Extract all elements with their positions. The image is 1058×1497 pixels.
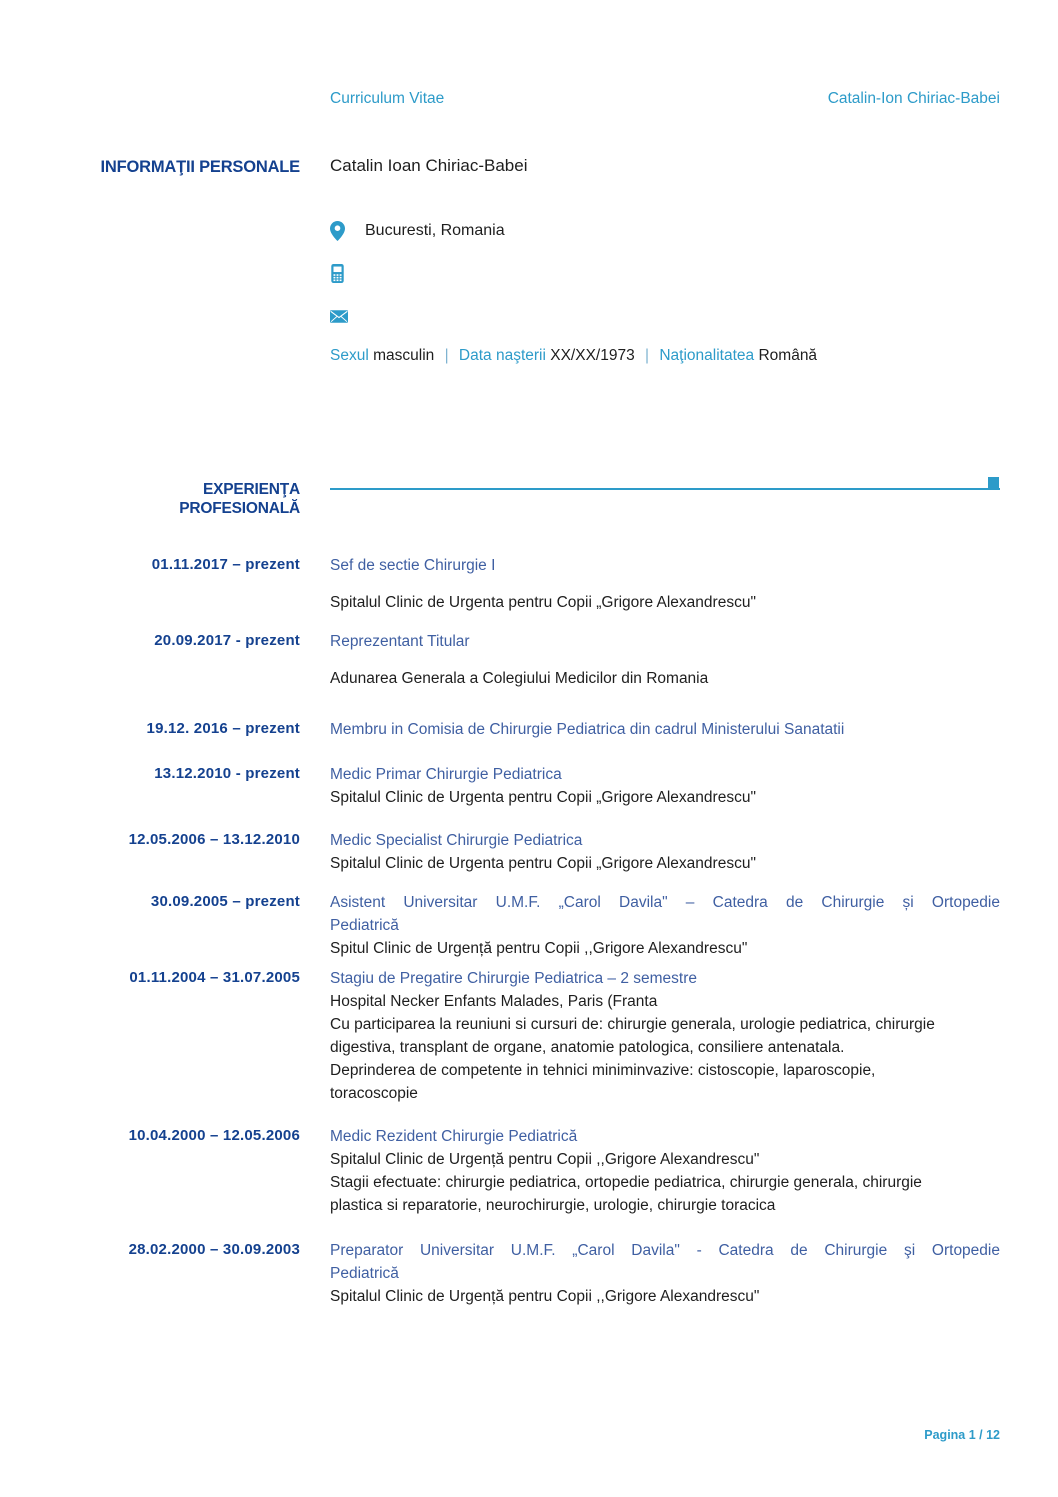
entry-organization: Spitalul Clinic de Urgenta pentru Copii „Grigore Alexandrescu" [330,594,756,611]
entry-date: 10.04.2000 – 12.05.2006 [128,1127,300,1144]
entry-date: 01.11.2004 – 31.07.2005 [129,969,300,986]
entry-title: Preparator Universitar U.M.F. „Carol Davila" - Catedra de Chirurgie şi Ortopedie [330,1242,1000,1259]
experience-entry [0,718,1058,741]
experience-entry [0,763,1058,809]
entry-detail: Stagii efectuate: chirurgie pediatrica, ortopedie pediatrica, chirurgie generala, chirurgie plastica si reparatorie, neurochirurgie, urologie, chirurgie toracica [330,1174,922,1214]
entry-date: 13.12.2010 - prezent [154,765,300,782]
entry-organization: Spitalul Clinic de Urgență pentru Copii ,,Grigore Alexandrescu" [330,1151,760,1168]
location-text: Bucuresti, Romania [365,222,505,239]
sex-label: Sexul [330,347,369,364]
section-rule-square [988,477,999,488]
entry-title: Medic Primar Chirurgie Pediatrica [330,766,562,783]
nationality-label: Naţionalitatea [659,347,755,364]
entry-organization: Hospital Necker Enfants Malades, Paris (Franta [330,993,658,1010]
entry-date: 19.12. 2016 – prezent [146,720,300,737]
experience-entry [0,891,1058,960]
phone-icon [330,264,348,283]
location-pin-icon [330,221,348,241]
separator: | [444,347,449,364]
entry-organization: Spitalul Clinic de Urgență pentru Copii ,,Grigore Alexandrescu" [330,1288,760,1305]
experience-entry [0,1239,1058,1308]
birth-date-value: XX/XX/1973 [550,347,635,364]
entry-title: Medic Rezident Chirurgie Pediatrică [330,1128,578,1145]
birth-date-label: Data naşterii [458,347,546,364]
entry-organization: Spitalul Clinic de Urgenta pentru Copii „Grigore Alexandrescu" [330,789,756,806]
header-owner-name: Catalin-Ion Chiriac-Babei [827,90,1000,107]
contact-phone [330,264,1000,283]
page-number: Pagina 1 / 12 [924,1428,1000,1442]
sex-value: masculin [373,347,435,364]
entry-title: Asistent Universitar U.M.F. „Carol Davila" – Catedra de Chirurgie și Ortopedie [330,894,1000,911]
page-header [0,90,1058,108]
entry-title-line2: Pediatrică [330,1265,399,1282]
section-rule [330,477,1000,518]
separator: | [645,347,650,364]
entry-date: 20.09.2017 - prezent [154,632,300,649]
experience-section-label: EXPERIENŢA PROFESIONALĂ [179,481,300,517]
experience-entry [0,1125,1058,1217]
entry-organization: Spitalul Clinic de Urgenta pentru Copii „Grigore Alexandrescu" [330,855,756,872]
entry-title-line2: Pediatrică [330,917,399,934]
entry-organization: Adunarea Generala a Colegiului Medicilor din Romania [330,670,709,687]
experience-section-header [0,477,1058,518]
entry-detail: Cu participarea la reuniuni si cursuri de: chirurgie generala, urologie pediatrica, chirurgie digestiva, transplant de organe, anatomie patologica, consiliere antenatala. [330,1016,935,1056]
entry-date: 30.09.2005 – prezent [150,893,300,910]
experience-entry [0,554,1058,614]
personal-meta-line [330,347,1000,365]
entry-title: Reprezentant Titular [330,633,470,650]
contact-email [330,310,1000,323]
entry-title: Sef de sectie Chirurgie I [330,557,496,574]
nationality-value: Română [758,347,818,364]
entry-date: 01.11.2017 – prezent [151,556,300,573]
experience-entry [0,967,1058,1105]
entry-title: Stagiu de Pregatire Chirurgie Pediatrica – 2 semestre [330,970,698,987]
entry-date: 28.02.2000 – 30.09.2003 [128,1241,300,1258]
experience-entry [0,630,1058,690]
personal-info-section [0,156,1058,365]
contact-location [330,221,1000,241]
full-name: Catalin Ioan Chiriac-Babei [330,156,528,175]
section-rule-line [330,488,1000,490]
experience-entry [0,829,1058,875]
entry-title: Membru in Comisia de Chirurgie Pediatrica din cadrul Ministerului Sanatatii [330,721,845,738]
entry-date: 12.05.2006 – 13.12.2010 [128,831,300,848]
email-icon [330,310,348,323]
entry-organization: Spitul Clinic de Urgență pentru Copii ,,Grigore Alexandrescu" [330,940,748,957]
entry-detail: Deprinderea de competente in tehnici miniminvazive: cistoscopie, laparoscopie, toracoscopie [330,1062,876,1102]
personal-section-label: INFORMAŢII PERSONALE [100,158,300,176]
document-title: Curriculum Vitae [330,90,445,107]
entry-title: Medic Specialist Chirurgie Pediatrica [330,832,583,849]
